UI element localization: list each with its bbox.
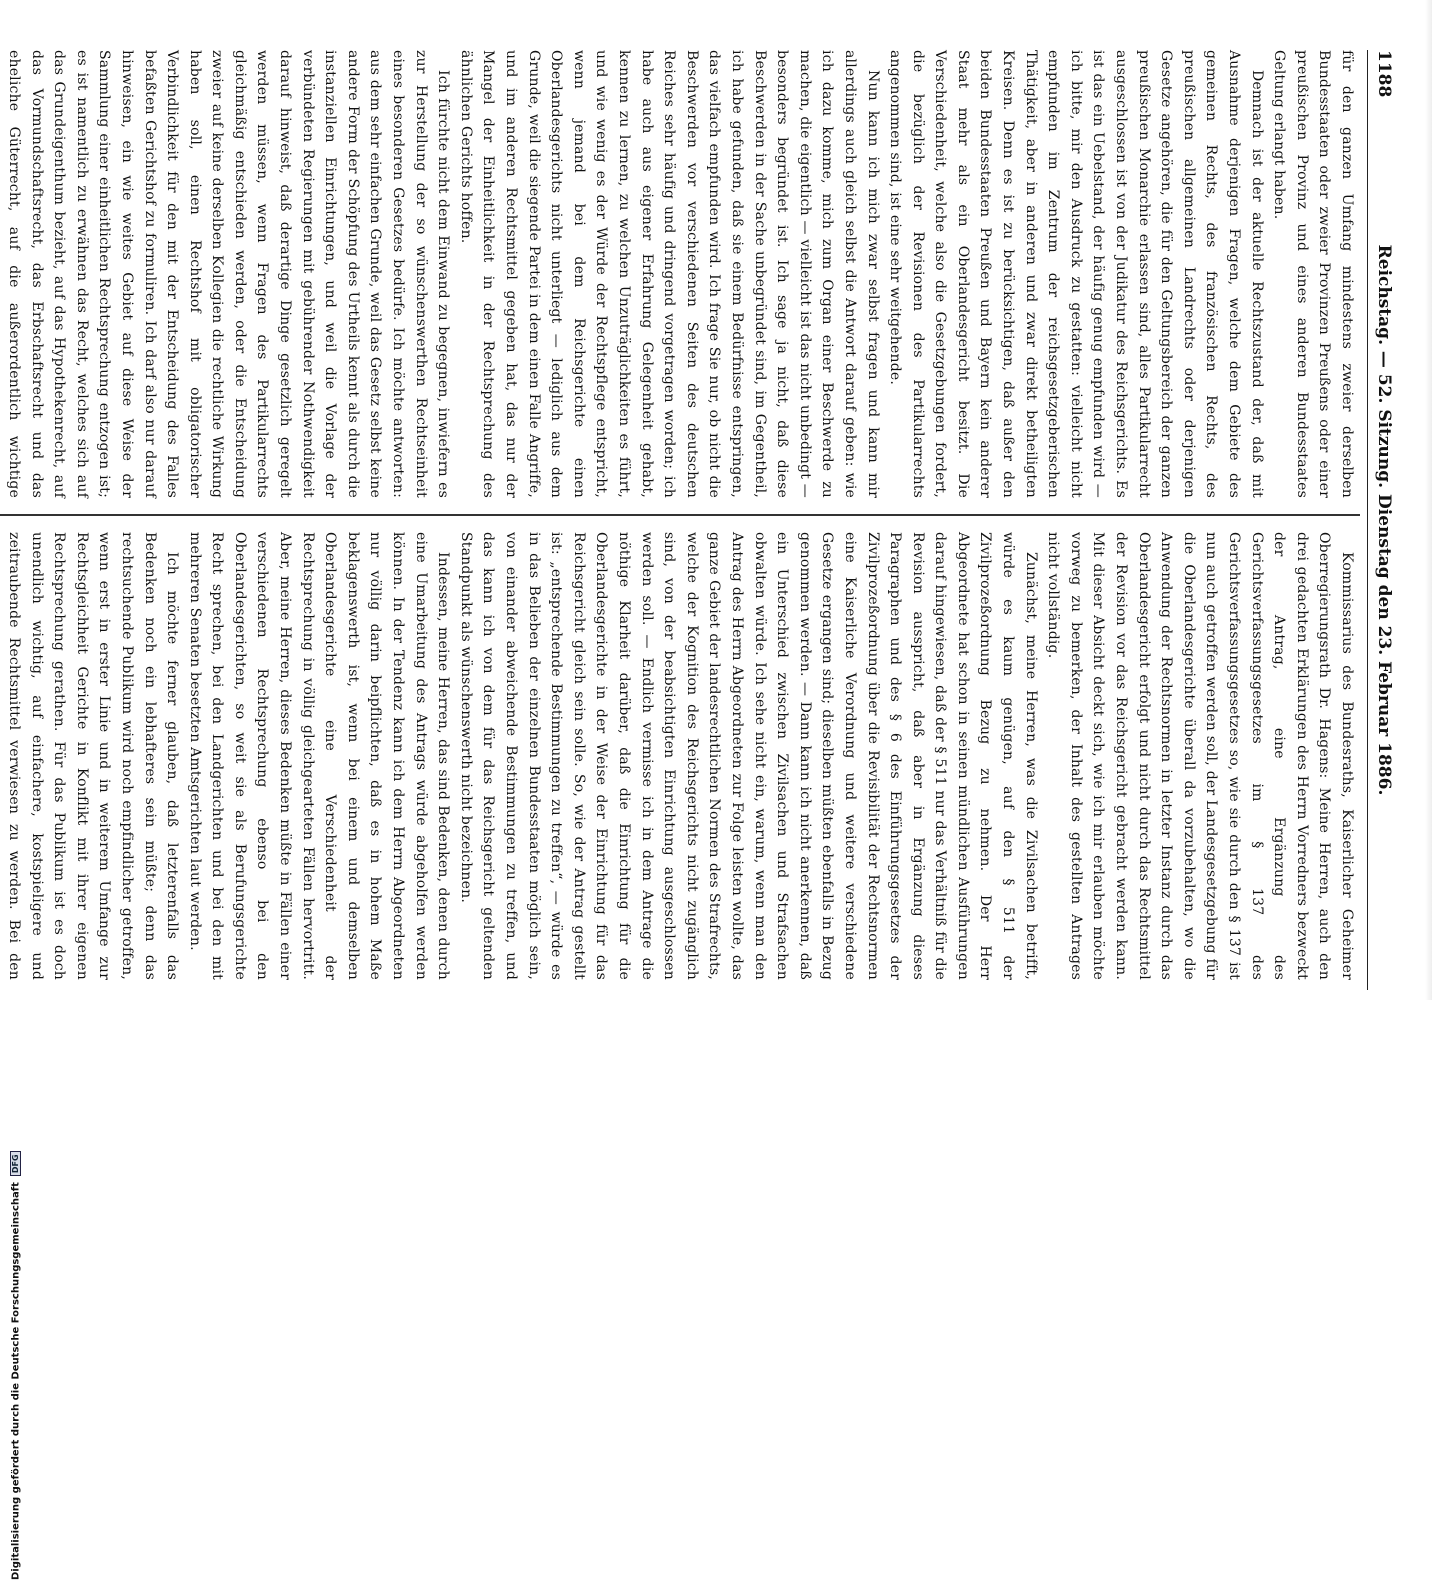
paragraph <box>1042 532 1358 980</box>
paragraph-text: Nun kann ich mich zwar selbst fragen und kann mir allerdings auch gleich selbst die Antwort darauf geben: wie ich dazu komme, mich zum Organ einer Beschwerde zu machen, die eigentlich — vielleicht ist das nicht unbedingt — besonders begründet ist. Ich sage ja nicht, daß diese Beschwerden in der Sache unbegründet sind, im Gegentheil, ich habe gefunden, daß sie einem Bedürfnisse entspringen, das vielfach empfunden wird. Ich frage Sie nur, ob nicht die Beschwerden vor verschiedenen Seiten des deutschen Reiches sehr häufig und dringend vorgetragen worden; ich habe auch aus eigener Erfahrung Gelegenheit gehabt, kennen zu lernen, zu welchen Unzuträglichkeiten es führt, und wie wenig es der Würde der Rechtspflege entspricht, wenn jemand bei dem Reichsgerichte einen Oberlandesgerichts nicht unterliegt — lediglich aus dem Grunde, weil die siegende Partei in dem einen Falle Angriffe, und im anderen Rechtsmittel gegeben hat, das nur der Mangel der Einheitlichkeit in der Rechtsprechung des ähnlichen Gerichts hoffen. <box>457 50 881 498</box>
paragraph <box>0 532 183 980</box>
paragraph <box>0 50 454 498</box>
paragraph <box>454 50 883 498</box>
page-number: 1188 <box>1374 50 1394 98</box>
dfg-logo: DFG <box>10 1151 21 1176</box>
page-title: Reichstag. — 52. Sitzung. Dienstag den 23. Februar 1886. <box>1374 244 1394 796</box>
paragraph-text: für den ganzen Umfang mindestens zweier derselben Bundesstaaten oder zweier Provinzen Preußens oder einer preußischen Provinz und eines anderen Bundesstaates Geltung erlangt haben. <box>1271 50 1355 498</box>
digitization-credit <box>10 1154 28 1580</box>
paragraph <box>454 532 1041 980</box>
paragraph <box>1268 50 1358 498</box>
document-page <box>0 50 1400 990</box>
scan-edge <box>1425 0 1432 1000</box>
column-divider <box>0 514 1360 516</box>
left-column <box>5 50 1358 498</box>
paragraph-text: Demnach ist der aktuelle Rechtszustand der, daß mit Ausnahme derjenigen Fragen, welche dem Gebiete des gemeinen Rechts, des französischen Rechts, des preußischen allgemeinen Landrechts oder derjenigen Gesetze angehören, die für den Geltungsbereich der ganzen preußischen Monarchie erlassen sind, alles Partikularrecht ausgeschlossen ist von der Judikatur des Reichsgerichts. Es ist das ein Uebelstand, der häufig genug empfunden wird — ich bitte, mir den Ausdruck zu gestatten: vielleicht nicht empfunden im Zentrum der reichsgesetzgeberischen Thätigkeit, aber in anderen und zwar direkt betheiligten Kreisen. Denn es ist zu berücksichtigen, daß außer den beiden Bundesstaaten Preußen und Bayern kein anderer Staat mehr als ein Oberlandesgericht besitzt. Die Verschiedenheit, welche also die Gesetzgebungen fordert, die bezüglich der Revisionen des Partikularrechts angenommen sind, ist eine sehr weitgehende. <box>887 50 1265 498</box>
paragraph <box>884 50 1268 498</box>
paragraph-text: Ich fürchte nicht dem Einwand zu begegnen, inwiefern es zur Herstellung der so wünschenswerthen Rechtseinheit eines besonderen Gesetzes bedürfe. Ich möchte antworten: aus dem sehr einfachen Grunde, weil das Gesetz selbst keine andere Form der Schöpfung des Urtheils kennt als durch die instanziellen Einrichtungen, und weil die Vorlage der verbündeten Regierungen mit gebührender Nothwendigkeit darauf hinweist, daß derartige Dinge gesetzlich geregelt werden müssen, wenn Fragen des Partikularrechts gleichmäßig entschieden werden, oder die Entscheidung zweier auf keine derselben Kollegien die rechtliche Wirkung haben soll, einen Rechtshof mit obligatorischer Verbindlichkeit für den mit der Entscheidung des Falles befaßten Gerichtshof zu formuliren. Ich darf also nur darauf hinweisen, ein wie weites Gebiet auf diese Weise der Sammlung einer einheitlichen Rechtsprechung entzogen ist; es ist namentlich zu erwähnen das Recht, welches sich auf das Grundeigenthum bezieht, auf das Hypothekenrecht, auf das Vormundschaftsrecht, das Erbschaftsrecht und das eheliche Güterrecht, auf die außerordentlich wichtige <box>5 50 452 498</box>
page-header <box>1367 50 1400 990</box>
right-column <box>5 532 1358 980</box>
paragraph-text: Zunächst, meine Herren, was die Zivilsachen betrifft, würde es kaum genügen, auf den § 511 der Zivilprozeßordnung Bezug zu nehmen. Der Herr Abgeordnete hat schon in seinen mündlichen Ausführungen darauf hingewiesen, daß der § 511 nur das Verhältniß für die Revision ausspricht, daß aber in Ergänzung dieses Paragraphen und des § 6 des Einführungsgesetzes der Zivilprozeßordnung über die Revisibilität der Rechtsnormen eine Kaiserliche Verordnung und weitere verschiedene Gesetze ergangen sind; dieselben müßten ebenfalls in Bezug genommen werden. — Dann kann ich nicht anerkennen, daß ein Unterschied zwischen Zivilsachen und Strafsachen obwalten würde. Ich sehe nicht ein, warum, wenn man den Antrag des Herrn Abgeordneten zur Folge leisten wollte, das ganze Gebiet der landesrechtlichen Normen des Strafrechts, welche der Kognition des Reichsgerichts nicht zugänglich sind, von der beabsichtigten Einrichtung ausgeschlossen werden soll. — Endlich vermisse ich in dem Antrage die nöthige Klarheit darüber, daß die Einrichtung für die Oberlandesgerichte in der Weise der Einrichtung für das Reichsgericht gleich sein solle. So, wie der Antrag gestellt ist: „entsprechende Bestimmungen zu treffen“, — würde es in das Belieben der einzelnen Bundesstaaten möglich sein, von einander abweichende Bestimmungen zu treffen, und das kann ich von dem für das Reichsgericht geltenden Standpunkt als wünschenswerth nicht bezeichnen. <box>457 532 1039 980</box>
paragraph-text: Ich möchte ferner glauben, daß letzterenfalls das Bedenken noch ein lebhafteres sein müßte; denn das rechtsuchende Publikum wird noch empfindlicher getroffen, wenn erst in erster Linie und in weiterem Umfange zur Rechtsgleichheit Gerichte in Konflikt mit ihrer eigenen Rechtsprechung gerathen. Für das Publikum ist es doch unendlich wichtig, auf einfachere, kostspieligere und zeitraubende Rechtsmittel verwiesen zu werden. Bei den <box>5 532 181 980</box>
paragraph-text: Kommissarius des Bundesraths, Kaiserlicher Geheimer Oberregierungsrath Dr. Hagens: Meine Herren, auch den drei gedachten Erklärungen des Herrn Vorredners bezweckt der Antrag, eine Ergänzung des Gerichtsverfassungsgesetzes im § 137 des Gerichtsverfassungsgesetzes so, wie sie durch den § 137 ist nun auch getroffen werden soll, der Landesgesetzgebung für die Oberlandesgerichte überall da vorzubehalten, wo die Anwendung der Rechtsnormen in letzter Instanz durch das Oberlandesgericht erfolgt und nicht durch das Rechtsmittel der Revision vor das Reichsgericht gebracht werden kann. Mit dieser Absicht deckt sich, wie ich mir erlauben möchte vorweg zu bemerken, der Inhalt des gestellten Antrages nicht vollständig. <box>1045 532 1355 980</box>
digitization-note: Digitalisierung gefördert durch die Deutsche Forschungsgemeinschaft <box>10 1182 22 1580</box>
paragraph-text: Indessen, meine Herren, das sind Bedenken, denen durch eine Umarbeitung des Antrags würde abgeholfen werden können. In der Tendenz kann ich dem Herrn Abgeordneten nur völlig darin beipflichten, daß es in hohem Maße beklagenswerth ist, wenn bei einem und demselben Oberlandesgerichte eine Verschiedenheit der Rechtsprechung in völlig gleichgearteten Fällen hervortritt. Aber, meine Herren, dieses Bedenken müßte in Fällen einer verschiedenen Rechtsprechung ebenso bei den Oberlandesgerichten, so weit sie als Berufungsgerichte Recht sprechen, bei den Landgerichten und bei den mit mehreren Senaten besetzten Amtsgerichten laut werden. <box>186 532 452 980</box>
paragraph <box>183 532 454 980</box>
